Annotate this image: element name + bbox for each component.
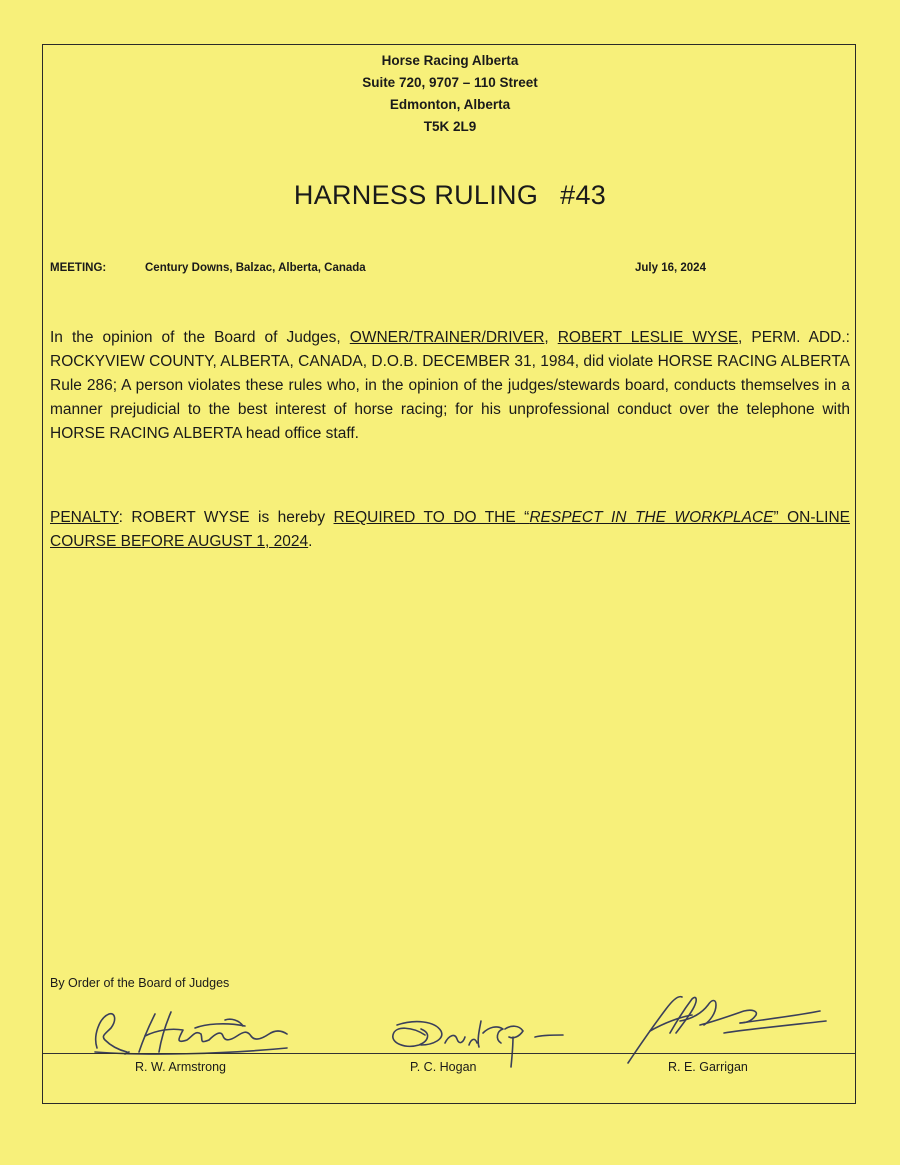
- judge-name-hogan: P. C. Hogan: [410, 1060, 477, 1074]
- signature-line: [43, 1053, 855, 1054]
- ruling-number: #43: [560, 180, 607, 210]
- letterhead: [0, 50, 900, 138]
- garrigan-signature: [620, 985, 840, 1070]
- body-comma: ,: [544, 329, 558, 346]
- address-line-2: Edmonton, Alberta: [389, 97, 511, 112]
- order-line: By Order of the Board of Judges: [50, 976, 230, 990]
- meeting-venue: Century Downs, Balzac, Alberta, Canada: [145, 262, 366, 274]
- judge-name-garrigan: R. E. Garrigan: [668, 1060, 748, 1074]
- body-intro: In the opinion of the Board of Judges,: [50, 329, 350, 346]
- penalty-label: PENALTY: [50, 509, 119, 526]
- address-line-1: Suite 720, 9707 – 110 Street: [362, 75, 538, 90]
- ruling-body: [50, 326, 850, 446]
- body-person: ROBERT LESLIE WYSE: [557, 329, 739, 346]
- penalty-end: .: [308, 533, 313, 550]
- judge-name-armstrong: R. W. Armstrong: [135, 1060, 226, 1074]
- penalty-paragraph: [50, 506, 850, 554]
- penalty-requirement-end: ” ON-LINE COURSE BEFORE AUGUST 1, 2024: [50, 509, 850, 550]
- body-role: OWNER/TRAINER/DRIVER: [349, 329, 545, 346]
- armstrong-signature: [75, 1000, 305, 1060]
- meeting-date: July 16, 2024: [635, 262, 706, 274]
- penalty-colon: : ROBERT WYSE is hereby: [118, 509, 334, 526]
- org-name: Horse Racing Alberta: [381, 53, 519, 68]
- meeting-label: MEETING:: [50, 262, 107, 274]
- postal-code: T5K 2L9: [423, 119, 477, 134]
- penalty-requirement-start: REQUIRED TO DO THE “: [333, 509, 530, 526]
- body-rest: , PERM. ADD.: ROCKYVIEW COUNTY, ALBERTA, CANADA, D.O.B. DECEMBER 31, 1984, did violate HORSE RACING ALBERTA Rule 286; A person violates these rules who, in the opinion of the judges/stewards board, conducts themselves in a manner prejudicial to the best interest of horse racing; for his unprofessional conduct over the telephone with HORSE RACING ALBERTA head office staff.: [50, 329, 850, 442]
- penalty-course-name: RESPECT IN THE WORKPLACE: [529, 509, 774, 526]
- ruling-title: [0, 180, 900, 211]
- ruling-title-text: HARNESS RULING: [293, 180, 539, 210]
